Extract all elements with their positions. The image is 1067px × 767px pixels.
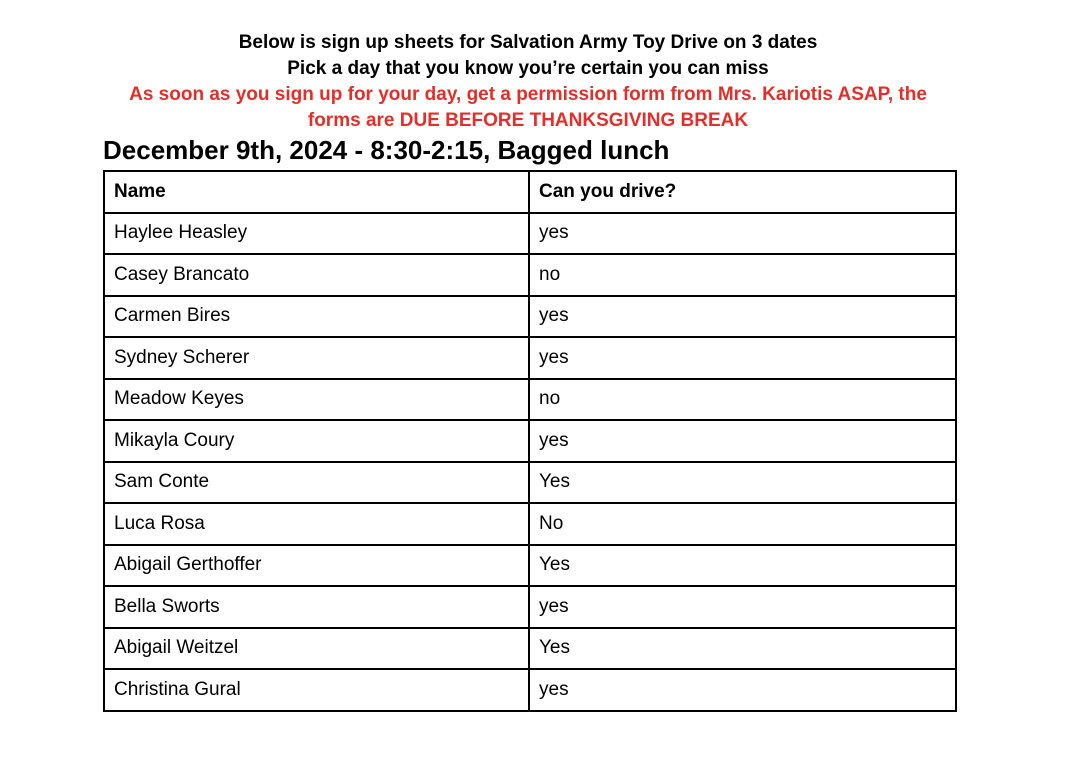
- can-drive-cell: yes: [529, 296, 956, 338]
- name-cell: Haylee Heasley: [104, 213, 529, 255]
- table-row: [104, 254, 956, 296]
- can-drive-cell: No: [529, 503, 956, 545]
- can-drive-cell: yes: [529, 213, 956, 255]
- header: [0, 30, 1056, 134]
- column-header-name: Name: [104, 171, 529, 213]
- table-header-row: [104, 171, 956, 213]
- header-line-1: Below is sign up sheets for Salvation Army Toy Drive on 3 dates: [238, 32, 818, 53]
- can-drive-cell: yes: [529, 586, 956, 628]
- header-line-2: Pick a day that you know you’re certain you can miss: [287, 58, 769, 79]
- sheet-date-title: December 9th, 2024 - 8:30-2:15, Bagged lunch: [103, 135, 670, 165]
- notice-line-1: As soon as you sign up for your day, get a permission form from Mrs. Kariotis ASAP, the: [129, 84, 927, 105]
- name-cell: Carmen Bires: [104, 296, 529, 338]
- table-row: [104, 213, 956, 255]
- can-drive-cell: yes: [529, 337, 956, 379]
- table-row: [104, 420, 956, 462]
- can-drive-cell: Yes: [529, 545, 956, 587]
- name-cell: Mikayla Coury: [104, 420, 529, 462]
- table-row: [104, 296, 956, 338]
- name-cell: Luca Rosa: [104, 503, 529, 545]
- name-cell: Sydney Scherer: [104, 337, 529, 379]
- table-row: [104, 669, 956, 711]
- table-row: [104, 462, 956, 504]
- can-drive-cell: Yes: [529, 462, 956, 504]
- table-row: [104, 628, 956, 670]
- name-cell: Christina Gural: [104, 669, 529, 711]
- table-row: [104, 337, 956, 379]
- can-drive-cell: Yes: [529, 628, 956, 670]
- table-row: [104, 503, 956, 545]
- signup-table: [103, 170, 957, 712]
- can-drive-cell: no: [529, 254, 956, 296]
- name-cell: Abigail Weitzel: [104, 628, 529, 670]
- table-row: [104, 379, 956, 421]
- name-cell: Bella Sworts: [104, 586, 529, 628]
- name-cell: Abigail Gerthoffer: [104, 545, 529, 587]
- name-cell: Meadow Keyes: [104, 379, 529, 421]
- name-cell: Casey Brancato: [104, 254, 529, 296]
- can-drive-cell: no: [529, 379, 956, 421]
- table-row: [104, 586, 956, 628]
- can-drive-cell: yes: [529, 420, 956, 462]
- table-row: [104, 545, 956, 587]
- column-header-can-drive: Can you drive?: [529, 171, 956, 213]
- name-cell: Sam Conte: [104, 462, 529, 504]
- notice-line-2: forms are DUE BEFORE THANKSGIVING BREAK: [307, 110, 749, 131]
- can-drive-cell: yes: [529, 669, 956, 711]
